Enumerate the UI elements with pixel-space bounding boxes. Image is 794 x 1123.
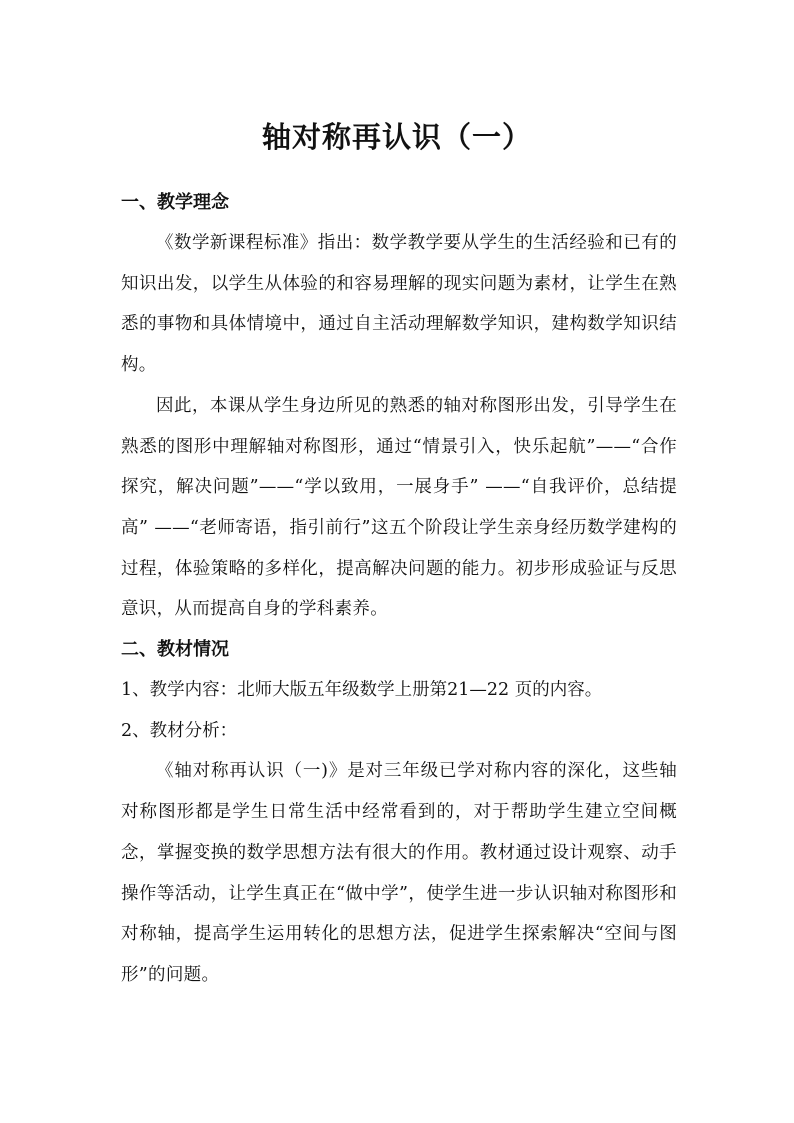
item-textbook-analysis: 2、教材分析： bbox=[121, 720, 238, 741]
section-heading-teaching-philosophy: 一、教学理念 bbox=[121, 192, 229, 213]
paragraph-lesson-design: 因此，本课从学生身边所见的熟悉的轴对称图形出发，引导学生在熟悉的图形中理解轴对称图形，通过“情景引入，快乐起航”——“合作探究，解决问题”——“学以致用，一展身手” ——“自我评价，总结提高” ——“老师寄语，指引前行”这五个阶段让学生亲身经历数学建构的过程，体验策略的多样化，提高解决问题的能力。初步形成验证与反思意识，从而提高自身的学科素养。 bbox=[121, 395, 677, 620]
document-title: 轴对称再认识（一） bbox=[261, 120, 532, 155]
paragraph-curriculum-standard: 《数学新课程标准》指出：数学教学要从学生的生活经验和已有的知识出发，以学生从体验的和容易理解的现实问题为素材，让学生在熟悉的事物和具体情境中，通过自主活动理解数学知识，建构数学知识结构。 bbox=[121, 233, 677, 376]
document-body bbox=[121, 183, 677, 996]
item-teaching-content: 1、教学内容：北师大版五年级数学上册第21—22 页的内容。 bbox=[121, 680, 603, 701]
paragraph-textbook-analysis: 《轴对称再认识（一)》是对三年级已学对称内容的深化，这些轴对称图形都是学生日常生活中经常看到的，对于帮助学生建立空间概念，掌握变换的数学思想方法有很大的作用。教材通过设计观察、动手操作等活动，让学生真正在“做中学”，使学生进一步认识轴对称图形和对称轴，提高学生运用转化的思想方法，促进学生探索解决“空间与图形”的问题。 bbox=[121, 761, 677, 985]
section-heading-textbook: 二、教材情况 bbox=[121, 639, 229, 661]
